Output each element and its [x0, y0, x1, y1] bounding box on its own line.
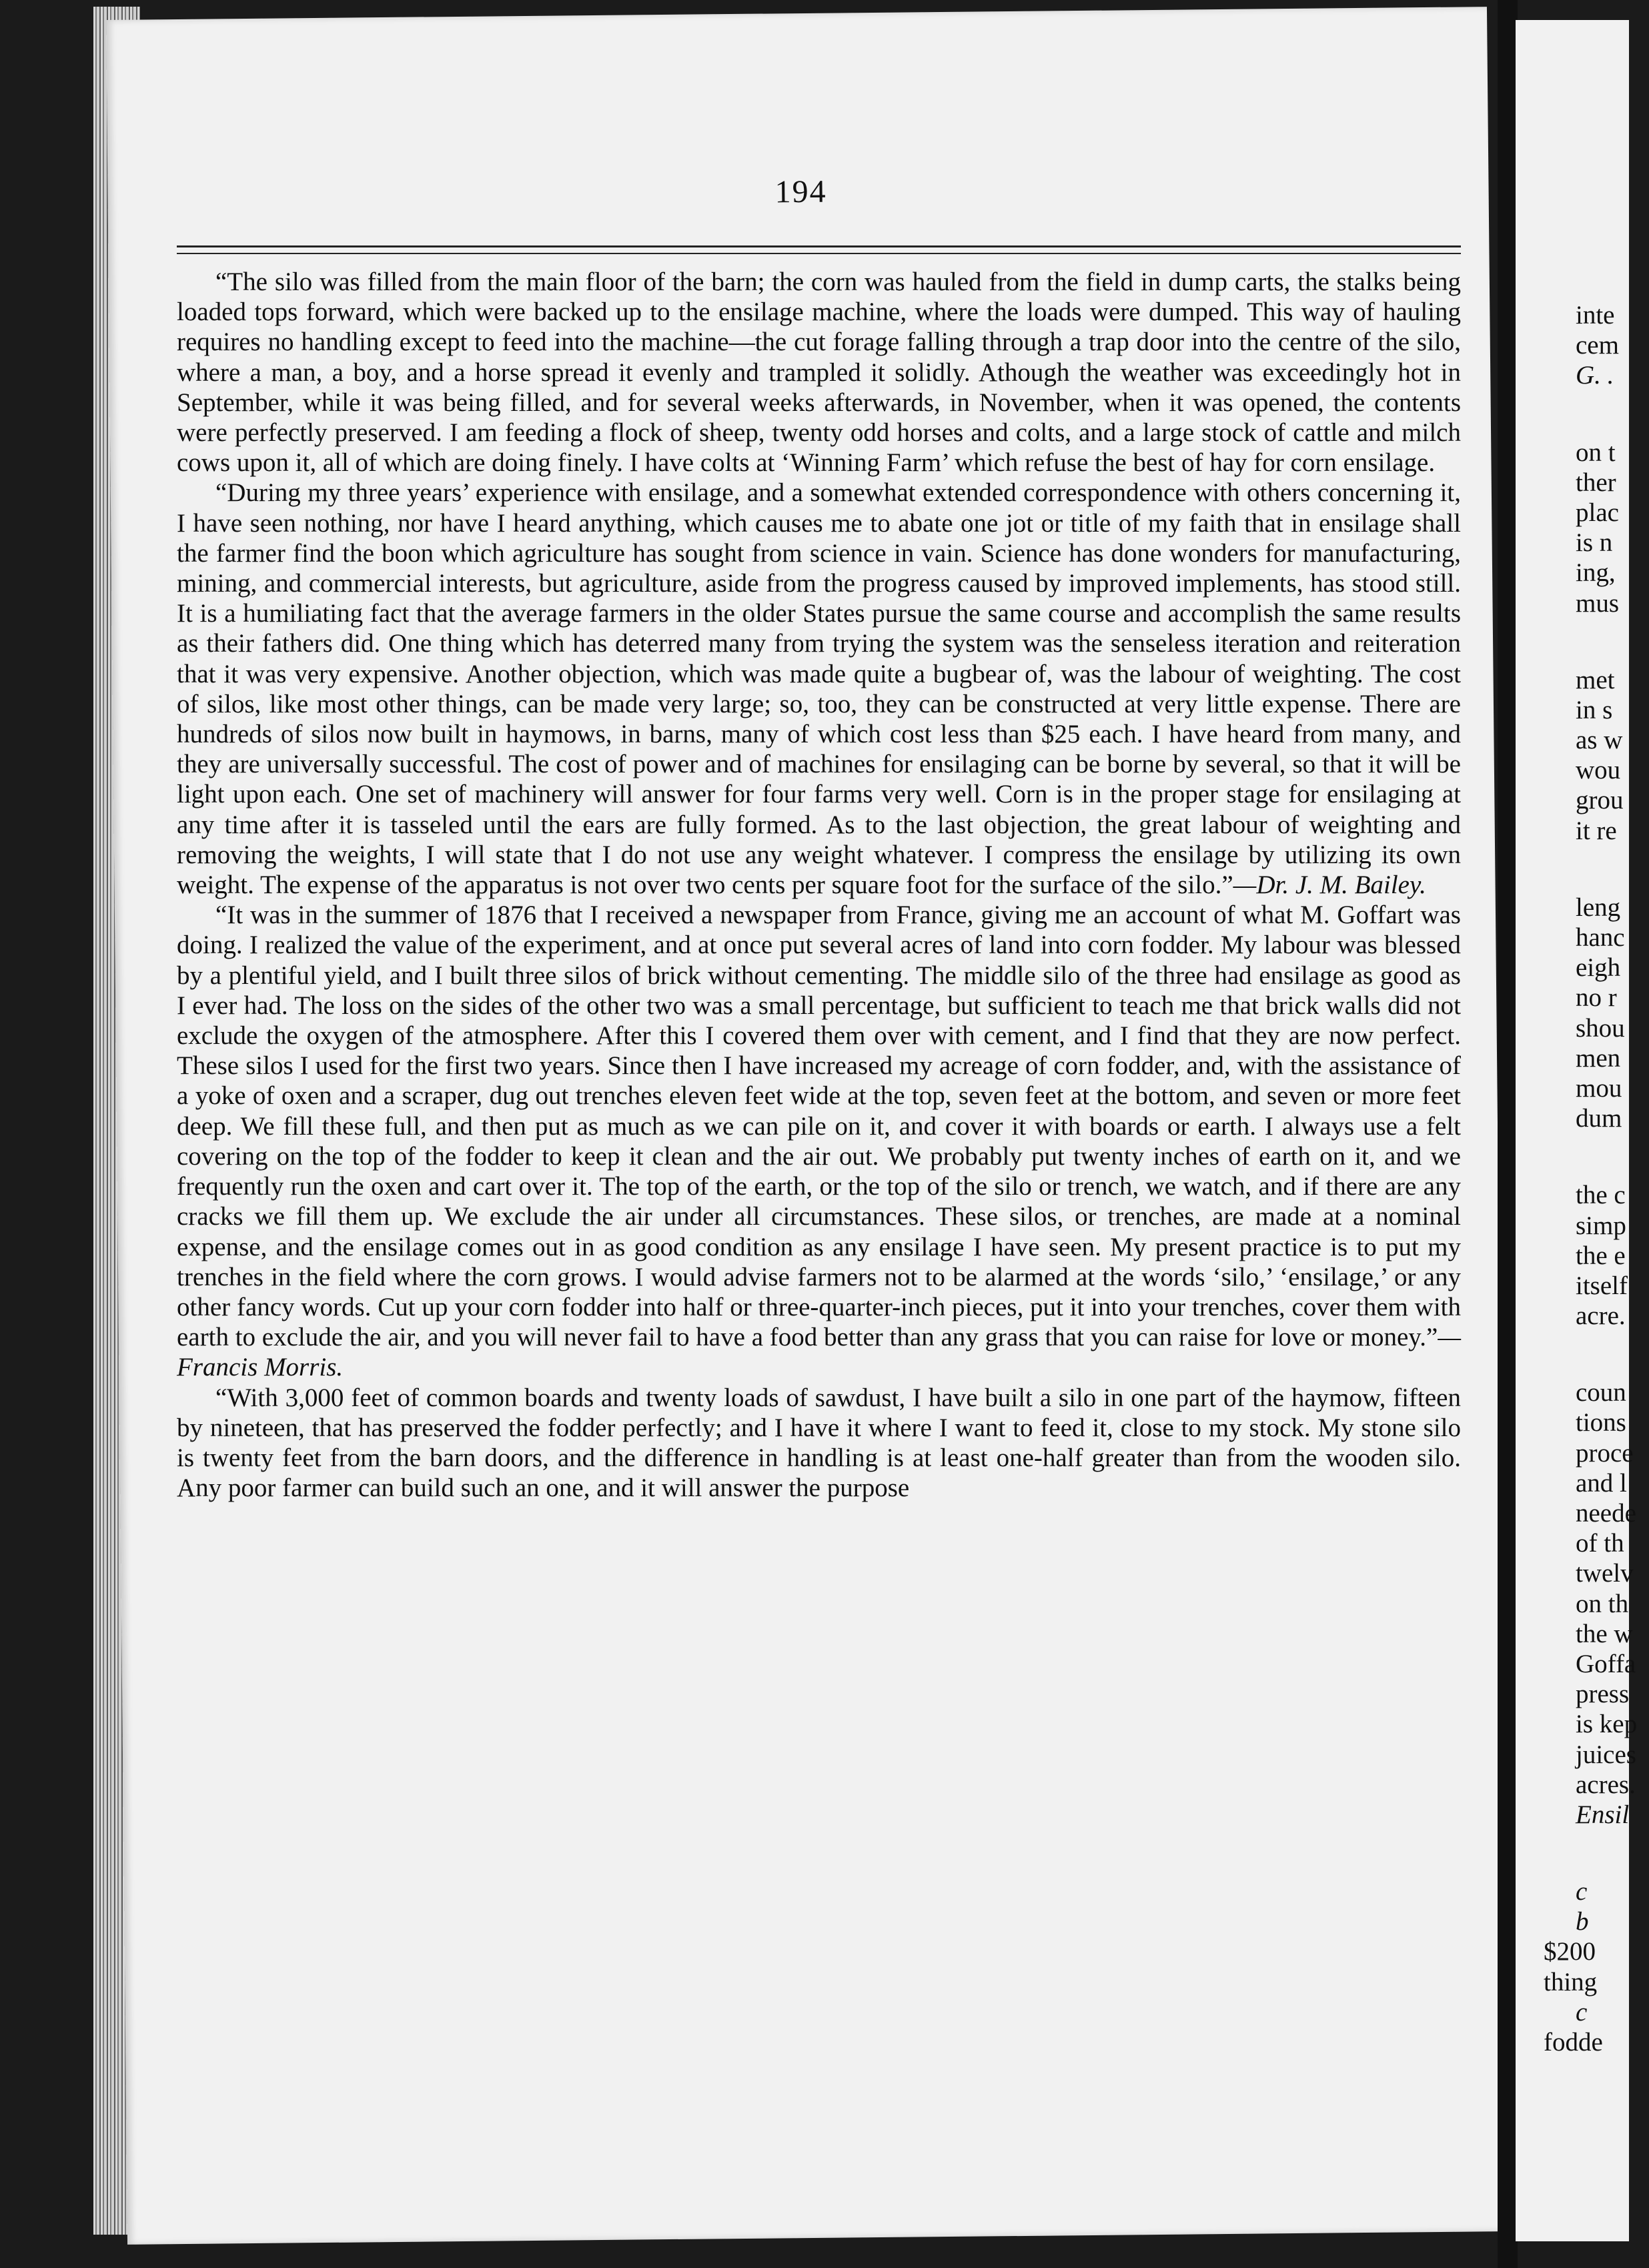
facing-page-line: acres. — [1576, 1770, 1636, 1799]
page-body-text — [177, 267, 1461, 1503]
facing-page — [1516, 20, 1638, 2241]
facing-page-line: mou — [1576, 1073, 1622, 1103]
facing-page-line: mus — [1576, 588, 1620, 618]
facing-page-line: in s — [1576, 695, 1613, 724]
facing-page-line: it re — [1576, 816, 1617, 845]
facing-page-line: twelv — [1576, 1559, 1634, 1588]
facing-page-line: on th — [1576, 1589, 1629, 1618]
facing-page-gap — [1516, 846, 1649, 893]
facing-page-line: as w — [1576, 726, 1623, 755]
facing-page-line: eigh — [1576, 953, 1621, 983]
facing-page-line: plac — [1576, 498, 1619, 527]
paragraph-sawdust-silo — [177, 1383, 1461, 1504]
facing-page-line: press — [1576, 1680, 1630, 1709]
facing-page-gap — [1516, 391, 1649, 438]
facing-page-line: Ensil — [1576, 1800, 1630, 1829]
paragraph-text: “It was in the summer of 1876 that I received a newspaper from France, giving me an account of what M. Goffart was doing. I realized the value of the experiment, and at once put several acres of land into corn fodder. My labour was blessed by a plentiful yield, and I built three silos of brick without cementing. The middle silo of the three had ensilage as good as I ever had. The loss on the sides of the other two was a small percentage, but sufficient to teach me that brick walls did not exclude the oxygen of the atmosphere. After this I covered them over with cement, and I find that they are now perfect. These silos I used for the first two years. Since then I have increased my acreage of corn fodder, and, with the assistance of a yoke of oxen and a scraper, dug out trenches eleven feet wide at the top, seven feet at the bottom, and seven or more feet deep. We fill these full, and then put as much as we can pile on it, and cover it with boards or earth. I always use a felt covering on the top of the fodder to keep it clean and the air out. We probably put twenty inches of earth on it, and we frequently run the oxen and cart over it. The top of the earth, or the top of the silo or trench, we watch, and if there are any cracks we fill them up. We exclude the air under all circumstances. These silos, or trenches, are made at a nominal expense, and the ensilage comes out in as good condition as any ensilage I have seen. My present practice is to put my trenches in the field where the corn grows. I would advise farmers not to be alarmed at the words ‘silo,’ ‘ensilage,’ or any other fancy words. Cut up your corn fodder into half or three-quarter-inch pieces, put it into your trenches, cover them with earth to exclude the air, and you will never fail to have a food better than any grass that you can raise for love or money.” — [177, 901, 1461, 1352]
facing-page-line: inte — [1576, 301, 1615, 330]
facing-page-line: c — [1576, 1877, 1588, 1906]
facing-page-line: of th — [1576, 1529, 1624, 1558]
header-rule-thin — [177, 253, 1461, 254]
paragraph-bailey — [177, 478, 1461, 900]
page-number: 194 — [774, 173, 827, 210]
paragraph-morris — [177, 900, 1461, 1382]
facing-page-line: $200 — [1544, 1937, 1596, 1966]
facing-page-gap — [1516, 1830, 1649, 1876]
facing-page-gap — [1516, 618, 1649, 665]
facing-page-gap — [1516, 1331, 1649, 1377]
facing-page-line: itself — [1576, 1271, 1628, 1300]
paragraph-text: “The silo was filled from the main floor of the barn; the corn was hauled from the field in dump carts, the stalks being loaded tops forward, which were backed up to the ensilage machine, where the loads were dumped. This way of hauling requires no handling except to feed into the machine—the cut forage falling through a trap door into the centre of the silo, where a man, a boy, and a horse spread it evenly and trampled it solidly. Athough the weather was exceedingly hot in September, while it was being filled, and for several weeks afterwards, in November, when it was opened, the contents were perfectly preserved. I am feeding a flock of sheep, twenty odd horses and colts, and a large stock of cattle and milch cows upon it, all of which are doing finely. I have colts at ‘Winning Farm’ which refuse the best of hay for corn ensilage. — [177, 267, 1461, 478]
attribution: —Dr. J. M. Bailey. — [1233, 871, 1426, 900]
book-gutter — [1498, 0, 1518, 2268]
facing-page-gap — [1516, 1133, 1649, 1180]
facing-page-line: shou — [1576, 1013, 1625, 1043]
paragraph-text: “With 3,000 feet of common boards and twenty loads of sawdust, I have built a silo in one part of the haymow, fifteen by nineteen, that has preserved the fodder perfectly; and I have it where I want to feed it, close to my stock. My stone silo is twenty feet from the barn doors, and the difference in handling is at least one-half greater than from the wooden silo. Any poor farmer can build such an one, and it will answer the purpose — [177, 1383, 1461, 1503]
facing-page-line: the w — [1576, 1619, 1633, 1648]
facing-page-line: leng — [1576, 893, 1621, 922]
facing-page-line: cem — [1576, 331, 1619, 360]
facing-page-line: coun — [1576, 1378, 1626, 1407]
facing-page-line: no r — [1576, 983, 1617, 1013]
facing-page-line: proce — [1576, 1438, 1634, 1468]
paragraph-text: “During my three years’ experience with ensilage, and a somewhat extended correspondence with others concerning it, I have seen nothing, nor have I heard anything, which causes me to abate one jot or title of my faith that in ensilage shall the farmer find the boon which agriculture has sought from science in vain. Science has done wonders for manufacturing, mining, and commercial interests, but agriculture, aside from the progress caused by improved implements, has stood still. It is a humiliating fact that the average farmers in the older States pursue the same course and accomplish the same results as their fathers did. One thing which has deterred many from trying the system was the senseless iteration and reiteration that it was very expensive. Another objection, which was made quite a bugbear of, was the labour of weighting. The cost of silos, like most other things, can be made very large; so, too, they can be constructed at very little expense. There are hundreds of silos now built in haymows, in barns, many of which cost less than $25 each. I have heard from many, and they are universally successful. The cost of power and of machines for ensilaging can be borne by several, so that it will be light upon each. One set of machinery will answer for four farms very well. Corn is in the proper stage for ensilaging at any time after it is tasseled until the ears are fully formed. As to the last objection, the great labour of weighting and removing the weights, I will state that I do not use any weight whatever. I compress the ensilage by utilizing its own weight. The expense of the apparatus is not over two cents per square foot for the surface of the silo.” — [177, 478, 1461, 900]
facing-page-line: acre. — [1576, 1301, 1626, 1331]
facing-page-line: the e — [1576, 1241, 1626, 1270]
facing-page-line: grou — [1576, 786, 1624, 815]
attribution: —Francis Morris. — [177, 1323, 1461, 1382]
facing-page-line: c — [1576, 1997, 1588, 2027]
facing-page-line: is n — [1576, 528, 1613, 558]
header-rule-thick — [177, 245, 1461, 247]
facing-page-line: on t — [1576, 438, 1616, 467]
facing-page-line: and l — [1576, 1468, 1627, 1498]
facing-page-line: thing — [1544, 1967, 1598, 1997]
facing-page-line: men — [1576, 1043, 1621, 1073]
facing-page-line: neede — [1576, 1499, 1636, 1528]
facing-page-line: simp — [1576, 1211, 1626, 1240]
facing-page-line: juices — [1576, 1740, 1636, 1769]
facing-page-line: wou — [1576, 756, 1621, 785]
facing-page-line: b — [1576, 1907, 1589, 1936]
facing-page-line: ther — [1576, 468, 1616, 497]
facing-page-line: tions — [1576, 1408, 1626, 1438]
facing-page-line: met — [1576, 665, 1615, 694]
facing-page-line: Goffa — [1576, 1649, 1636, 1678]
paragraph-silo-filling — [177, 267, 1461, 478]
facing-page-line: is kep — [1576, 1710, 1638, 1739]
facing-page-line: dum — [1576, 1104, 1622, 1133]
facing-page-line: G. . — [1576, 361, 1614, 390]
facing-page-line: ing, — [1576, 558, 1616, 588]
facing-page-line: fodde — [1544, 2028, 1603, 2057]
facing-page-text — [1516, 300, 1649, 2057]
facing-page-line: hanc — [1576, 923, 1625, 952]
facing-page-line: the c — [1576, 1181, 1626, 1210]
